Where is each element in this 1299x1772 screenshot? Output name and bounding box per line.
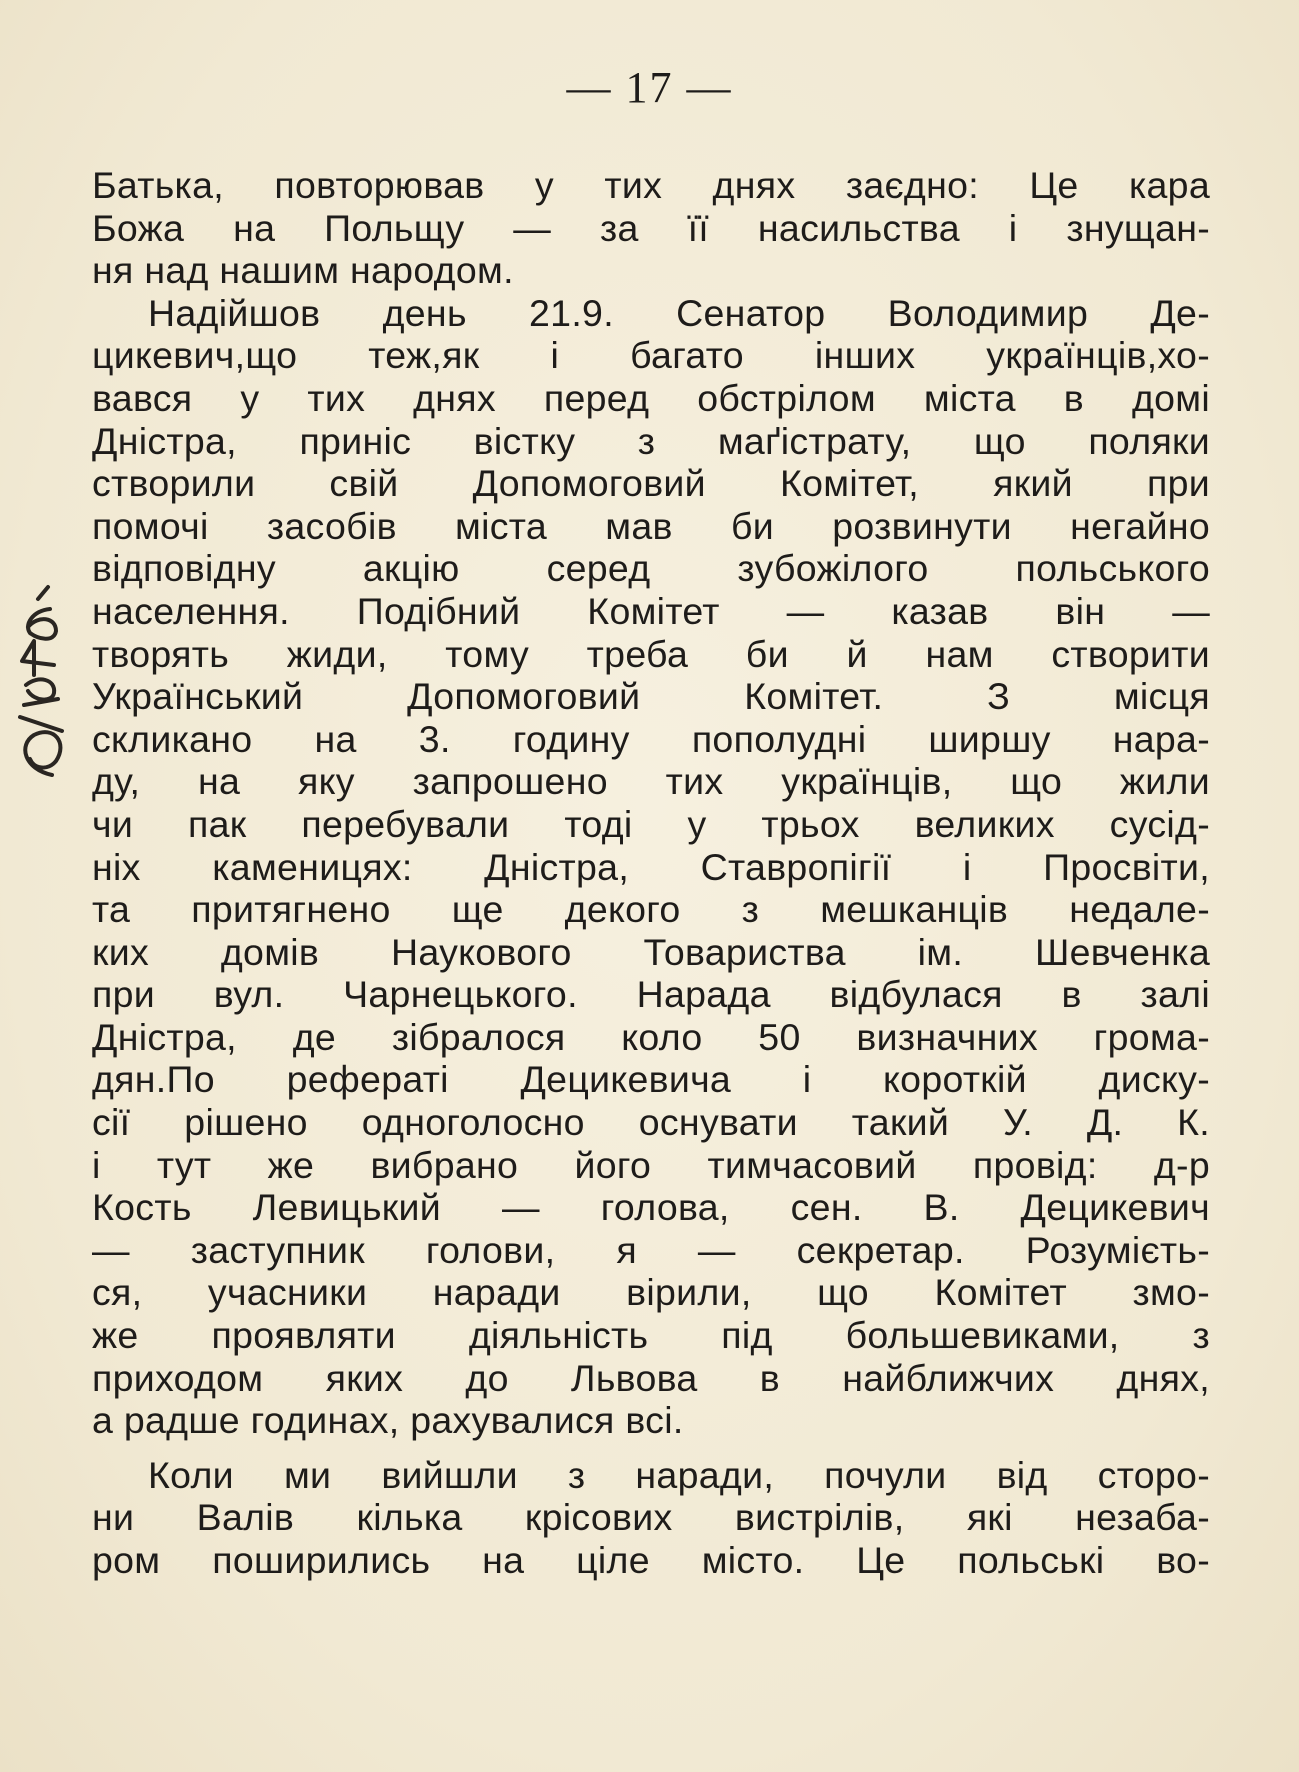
page-number: — 17 — — [566, 63, 733, 112]
text-line: дян.По рефераті Децикевича і короткій диску- — [92, 1058, 1210, 1101]
text-line: помочі засобів міста мав би розвинути негайно — [92, 504, 1210, 547]
text-line: ня над нашим народом. — [92, 249, 514, 292]
text-line: і тут же вибрано його тимчасовий провід: д-р — [92, 1143, 1210, 1186]
text-line: Український Допомоговий Комітет. З місця — [92, 675, 1210, 718]
text-line: Божа на Польщу — за її насильства і знущан- — [92, 206, 1210, 249]
text-line: та притягнено ще декого з мешканців недале- — [92, 888, 1210, 931]
text-line: відповідну акцію серед зубожілого польського — [92, 547, 1210, 590]
text-line: ких домів Наукового Товариства ім. Шевченка — [92, 930, 1210, 973]
text-line: — заступник голови, я — секретар. Розумієть- — [92, 1228, 1210, 1271]
text-line: ду, на яку запрошено тих українців, що жили — [92, 760, 1210, 803]
text-line: ся, учасники наради вірили, що Комітет змо- — [92, 1271, 1210, 1314]
text-line: а радше годинах, рахувалися всі. — [92, 1399, 684, 1442]
text-line: приходом яких до Львова в найближчих днях, — [92, 1356, 1210, 1399]
text-line: чи пак перебували тоді у трьох великих сусід- — [92, 802, 1210, 845]
text-line: вався у тих днях перед обстрілом міста в домі — [92, 376, 1210, 419]
text-line: населення. Подібний Комітет — казав він — — [92, 589, 1210, 632]
text-line: Кость Левицький — голова, сен. В. Децикевич — [92, 1186, 1210, 1229]
text-line: при вул. Чарнецького. Нарада відбулася в залі — [92, 973, 1210, 1016]
text-line: Батька, повторював у тих днях заєдно: Це кара — [92, 164, 1210, 206]
text-line: Надійшов день 21.9. Сенатор Володимир Де- — [148, 291, 1210, 334]
text-line: же проявляти діяльність під большевиками, з — [92, 1314, 1210, 1357]
text-line: скликано на 3. годину пополудні ширшу нара- — [92, 717, 1210, 760]
text-line: Дністра, де зібралося коло 50 визначних грома- — [92, 1015, 1210, 1058]
handwritten-mark-icon — [4, 555, 84, 785]
text-line: цикевич,що теж,як і багато інших українців,хо- — [92, 334, 1210, 377]
text-line: ни Валів кілька крісових вистрілів, які незаба- — [92, 1496, 1210, 1539]
text-line: творять жиди, тому треба би й нам створити — [92, 632, 1210, 675]
margin-handwritten-mark — [4, 555, 84, 785]
body-text — [92, 164, 1210, 1582]
text-line: сії рішено одноголосно оснувати такий У. Д. К. — [92, 1101, 1210, 1144]
text-line: ром поширились на ціле місто. Це польські во- — [92, 1539, 1210, 1581]
text-line: створили свій Допомоговий Комітет, який при — [92, 462, 1210, 505]
text-line: ніх каменицях: Дністра, Ставропігії і Просвіти, — [92, 845, 1210, 888]
text-line: Коли ми вийшли з наради, почули від сторо- — [148, 1453, 1210, 1496]
text-line: Дністра, приніс вістку з маґістрату, що поляки — [92, 419, 1210, 462]
